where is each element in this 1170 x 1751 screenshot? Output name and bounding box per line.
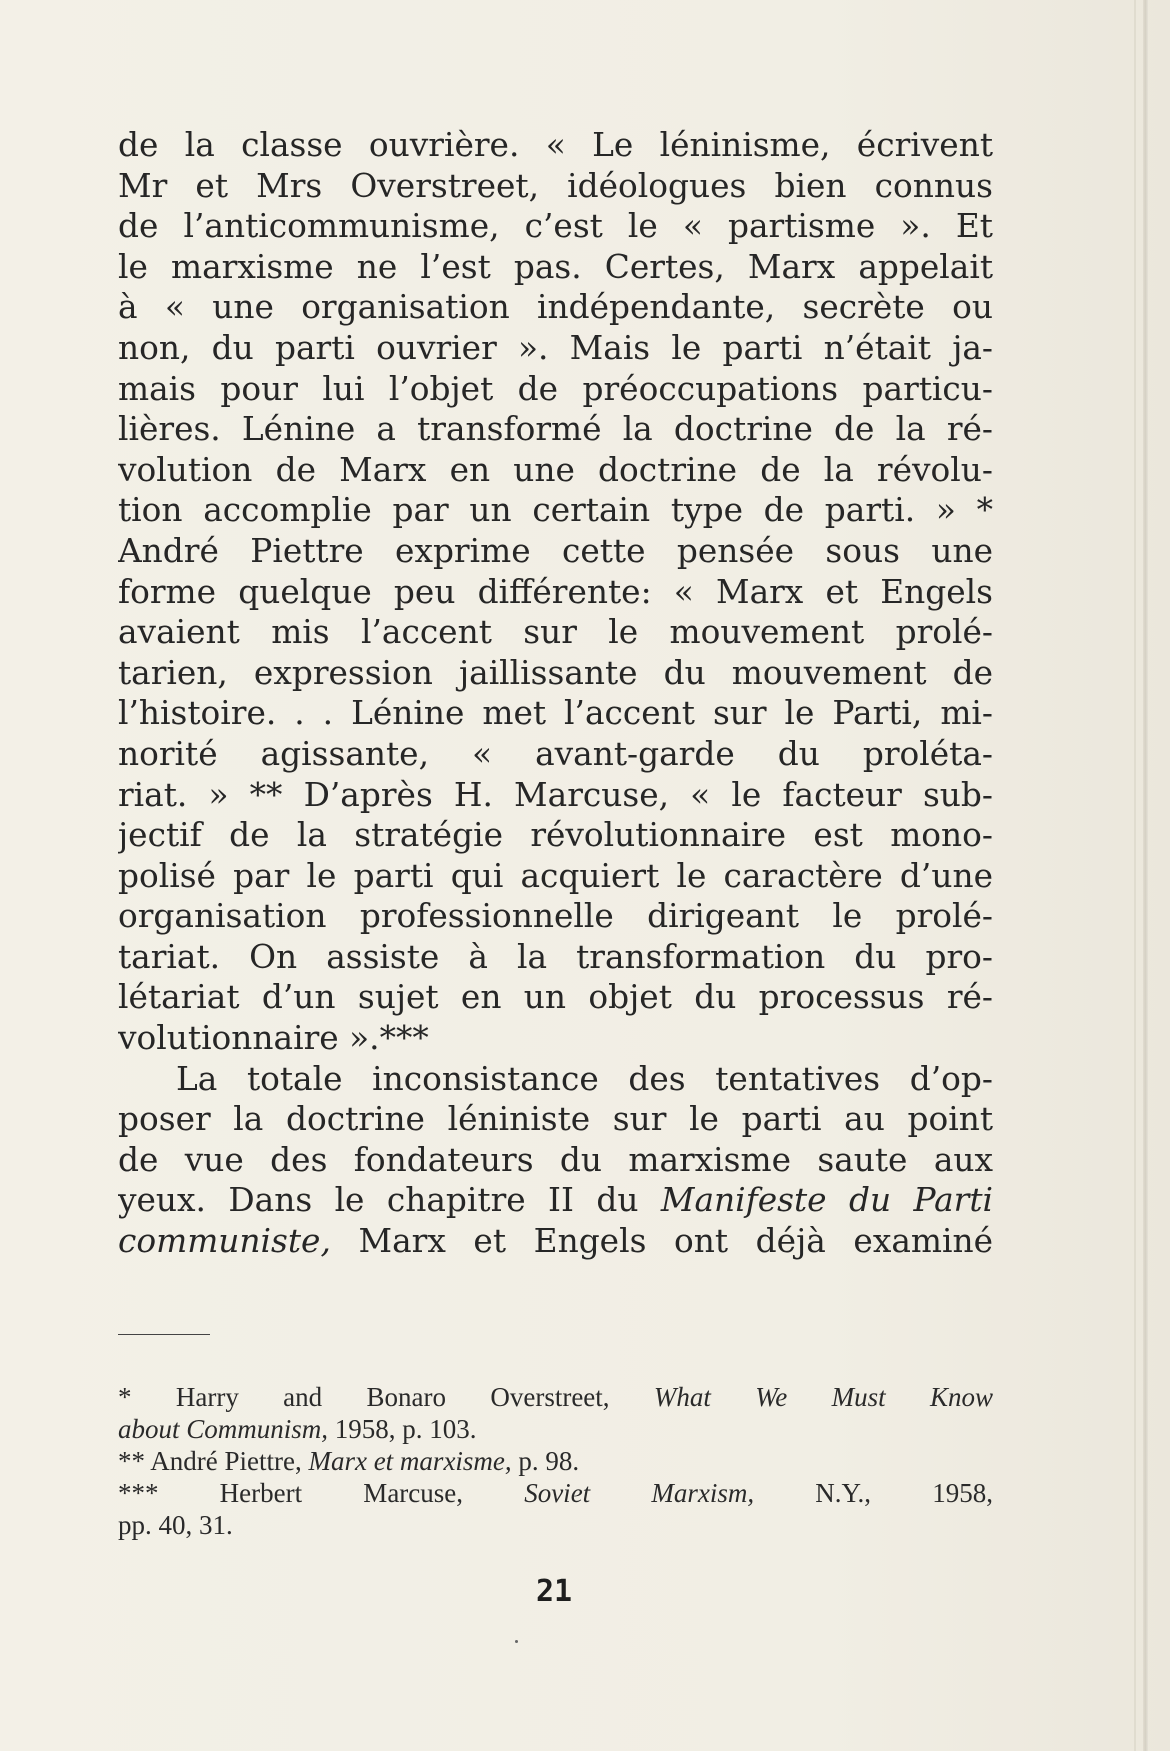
text-line: non, du parti ouvrier ». Mais le parti n’était ja- <box>118 328 993 367</box>
footnote-text: N.Y., 1958, <box>754 1478 993 1508</box>
text-line: André Piettre exprime cette pensée sous une <box>118 531 993 570</box>
text-line: mais pour lui l’objet de préoccupations particu- <box>118 369 993 408</box>
text-line: organisation professionnelle dirigeant le prolé- <box>118 897 993 936</box>
body-text <box>118 125 993 1262</box>
footnote-2 <box>118 1445 993 1477</box>
text-line: de la classe ouvrière. « Le léninisme, écrivent <box>118 126 993 164</box>
text-line: La totale inconsistance des tentatives d’op- <box>176 1059 993 1098</box>
text-line: avaient mis l’accent sur le mouvement prolé- <box>118 613 993 652</box>
text-line: volution de Marx en une doctrine de la révolu- <box>118 450 993 489</box>
footnote-3 <box>118 1477 993 1509</box>
page-edge-line <box>1134 0 1136 1751</box>
text-line: à « une organisation indépendante, secrète ou <box>118 288 993 327</box>
text-line: de vue des fondateurs du marxisme saute aux <box>118 1140 993 1179</box>
text-line: létariat d’un sujet en un objet du processus ré- <box>118 978 993 1017</box>
page-edge-shadow <box>1143 0 1148 1751</box>
text-line: riat. » ** D’après H. Marcuse, « le facteur sub- <box>118 775 993 814</box>
text-line: poser la doctrine léniniste sur le parti au point <box>118 1100 993 1139</box>
footnote-text: 1958, p. 103. <box>328 1414 477 1444</box>
text-line: volutionnaire ».*** <box>118 1019 429 1058</box>
book-title-italic: Manifeste du Parti <box>660 1181 993 1220</box>
text-line: lières. Lénine a transformé la doctrine de la ré- <box>118 410 993 449</box>
footnote-title: about Communism, <box>118 1414 329 1444</box>
text-line <box>118 1180 993 1221</box>
book-title-italic: communiste, <box>118 1222 331 1261</box>
text-run: Marx et Engels ont déjà examiné <box>330 1222 993 1261</box>
footnote-text: * Harry and Bonaro Overstreet, <box>118 1382 654 1412</box>
text-line: Mr et Mrs Overstreet, idéologues bien connus <box>118 166 993 205</box>
footnote-separator <box>118 1334 210 1335</box>
text-line: le marxisme ne l’est pas. Certes, Marx appelait <box>118 247 993 286</box>
footnote-title: Marx et marxisme, <box>308 1446 512 1476</box>
footnote-title: Soviet Marxism, <box>524 1478 755 1508</box>
footnote-3-continued: pp. 40, 31. <box>118 1510 233 1540</box>
footnote-1 <box>118 1381 993 1413</box>
footnote-text: p. 98. <box>511 1446 580 1476</box>
text-line <box>118 1221 993 1262</box>
print-speck <box>515 1640 518 1643</box>
text-line: de l’anticommunisme, c’est le « partisme ». Et <box>118 207 993 246</box>
page-number: 21 <box>535 1574 573 1609</box>
text-line: tariat. On assiste à la transformation du pro- <box>118 937 993 976</box>
text-line: tion accomplie par un certain type de parti. » * <box>118 491 993 530</box>
footnote-text: ** André Piettre, <box>118 1446 309 1476</box>
text-line: tarien, expression jaillissante du mouvement de <box>118 653 993 692</box>
footnote-title: What We Must Know <box>653 1382 993 1412</box>
text-line: jectif de la stratégie révolutionnaire est mono- <box>118 816 993 855</box>
text-line: forme quelque peu différente: « Marx et Engels <box>118 572 993 611</box>
text-line: norité agissante, « avant-garde du proléta- <box>118 734 993 773</box>
text-line: l’histoire. . . Lénine met l’accent sur le Parti, mi- <box>118 694 993 733</box>
footnote-1-continued <box>118 1413 993 1445</box>
text-run: yeux. Dans le chapitre II du <box>118 1181 661 1220</box>
footnotes <box>118 1381 993 1541</box>
footnote-text: *** Herbert Marcuse, <box>118 1478 525 1508</box>
text-line: polisé par le parti qui acquiert le caractère d’une <box>118 856 993 895</box>
